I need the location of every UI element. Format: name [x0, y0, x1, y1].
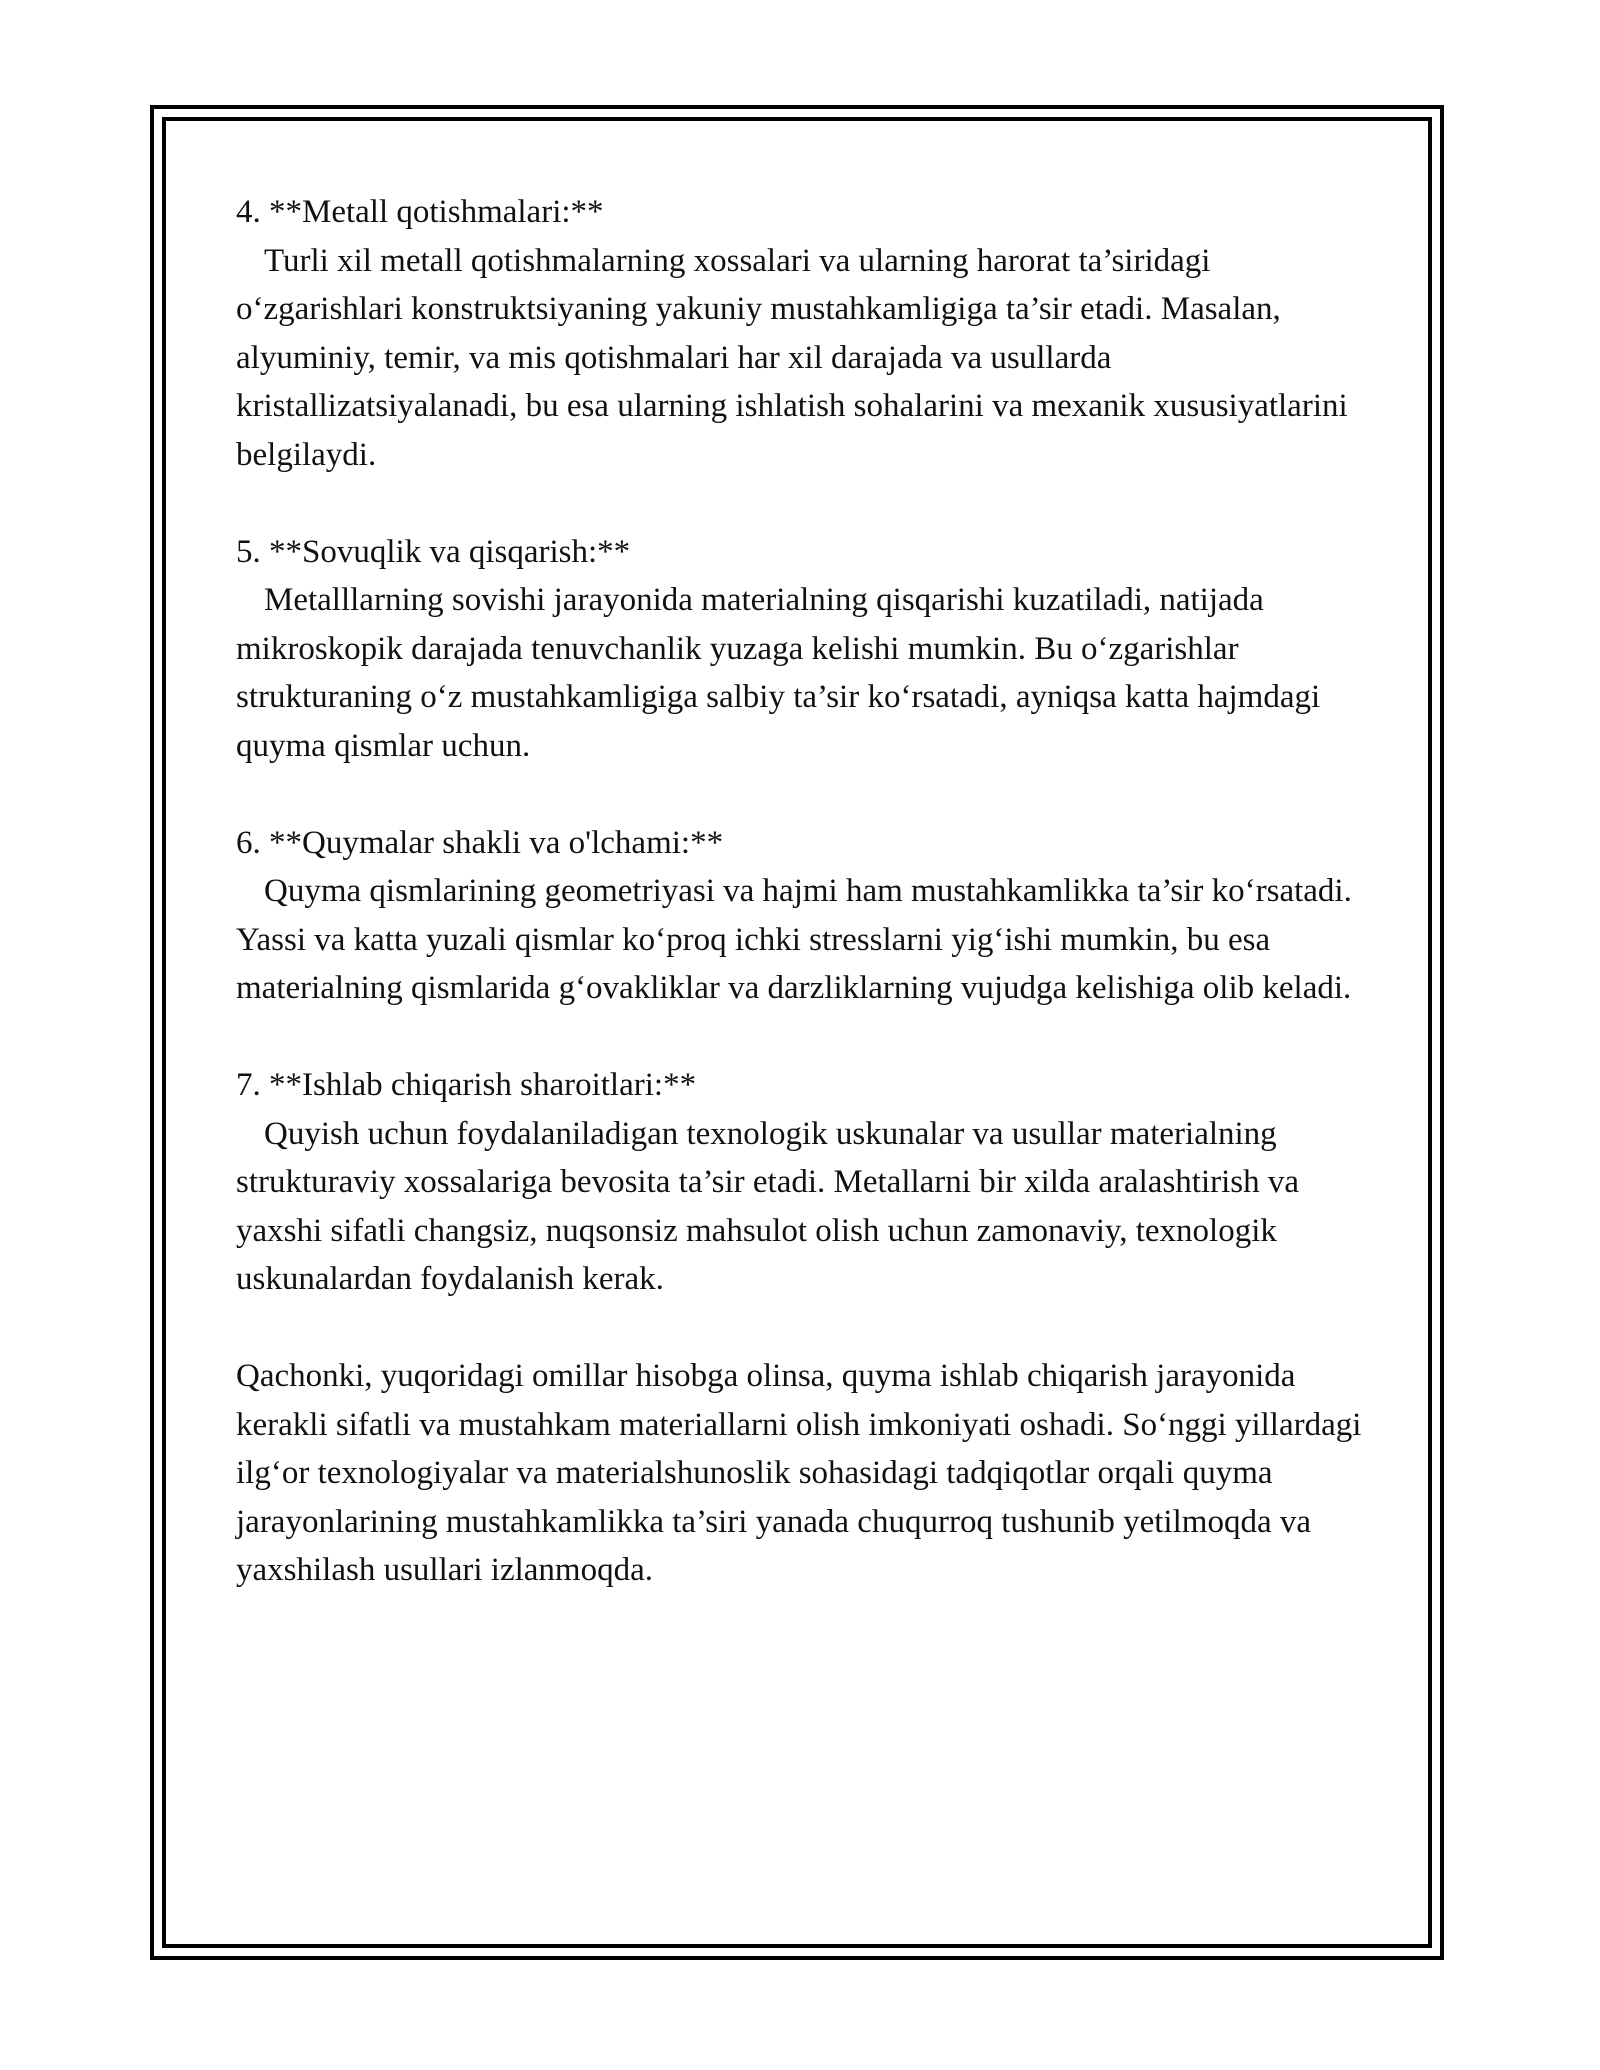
section-paragraph: Quyma qismlarining geometriyasi va hajmi ham mustahkamlikka ta’sir ko‘rsatadi. Yassi va katta yuzali qismlar ko‘proq ichki stresslarni yig‘ishi mumkin, bu esa materialning qismlarida g‘ovakliklar va darzliklarning vujudga kelishiga olib keladi. — [236, 873, 1352, 1006]
section-paragraph: Quyish uchun foydalaniladigan texnologik uskunalar va usullar materialning strukturaviy xossalariga bevosita ta’sir etadi. Metallarni bir xilda aralashtirish va yaxshi sifatli changsiz, nuqsonsiz mahsulot olish uchun zamonaviy, texnologik uskunalardan foydalanish kerak. — [236, 1115, 1300, 1297]
section-production-conditions — [236, 1061, 1376, 1304]
section-cooling-shrinkage — [236, 528, 1376, 771]
section-paragraph: Turli xil metall qotishmalarning xossalari va ularning harorat ta’siridagi o‘zgarishlari konstruktsiyaning yakuniy mustahkamligiga ta’sir etadi. Masalan, alyuminiy, temir, va mis qotishmalari har xil darajada va usullarda kristallizatsiyalanadi, bu esa ularning ishlatish sohalarini va mexanik xususiyatlarini belgilaydi. — [236, 242, 1348, 473]
section-heading: 5. **Sovuqlik va qisqarish:** — [236, 533, 631, 570]
section-heading: 6. **Quymalar shakli va o'lchami:** — [236, 824, 724, 861]
document-body — [236, 188, 1376, 1595]
section-casting-shape-size — [236, 819, 1376, 1013]
section-heading: 7. **Ishlab chiqarish sharoitlari:** — [236, 1067, 697, 1103]
section-paragraph: Metalllarning sovishi jarayonida materialning qisqarishi kuzatiladi, natijada mikroskopik darajada tenuvchanlik yuzaga kelishi mumkin. Bu o‘zgarishlar strukturaning o‘z mustahkamligiga salbiy ta’sir ko‘rsatadi, ayniqsa katta hajmdagi quyma qismlar uchun. — [236, 582, 1321, 764]
conclusion-paragraph: Qachonki, yuqoridagi omillar hisobga olinsa, quyma ishlab chiqarish jarayonida kerakli sifatli va mustahkam materiallarni olish imkoniyati oshadi. So‘nggi yillardagi ilg‘or texnologiyalar va materialshunoslik sohasidagi tadqiqotlar orqali quyma jarayonlarining mustahkamlikka ta’siri yanada chuqurroq tushunib yetilmoqda va yaxshilash usullari izlanmoqda. — [236, 1358, 1362, 1588]
section-heading: 4. **Metall qotishmalari:** — [236, 194, 604, 230]
section-metal-alloys — [236, 188, 1376, 479]
